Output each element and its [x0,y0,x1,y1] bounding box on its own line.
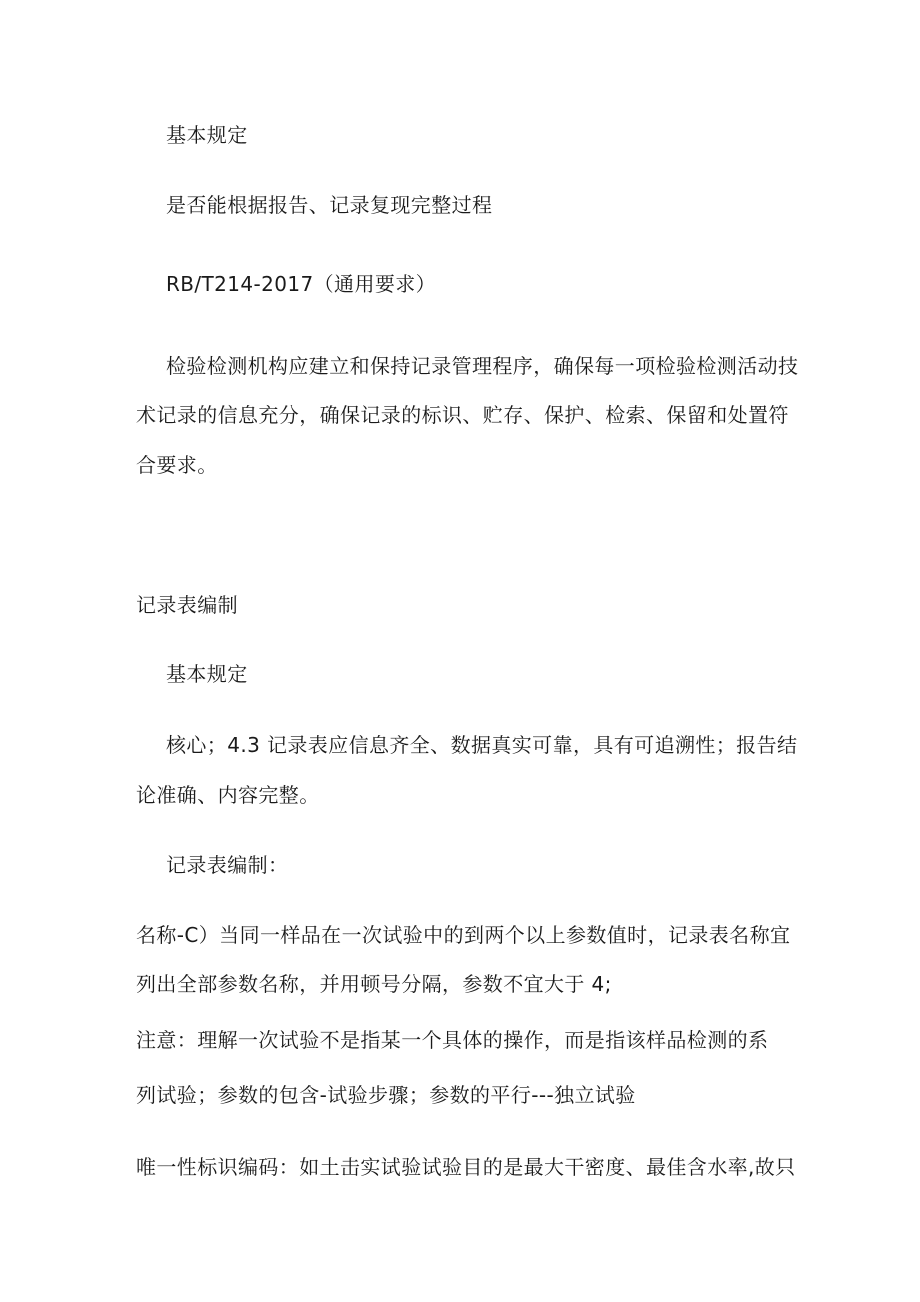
heading-basic-rules: 基本规定 [166,662,248,686]
paragraph-line: 记录表编制： [166,853,289,877]
paragraph-line: 检验检测机构应建立和保持记录管理程序，确保每一项检验检测活动技 [166,354,799,378]
paragraph-line: 列试验；参数的包含-试验步骤；参数的平行---独立试验 [136,1083,636,1107]
paragraph-line: 注意：理解一次试验不是指某一个具体的操作，而是指该样品检测的系 [136,1028,769,1052]
paragraph-line: 唯一性标识编码：如土击实试验试验目的是最大干密度、最佳含水率,故只 [136,1155,796,1179]
paragraph-line: 术记录的信息充分，确保记录的标识、贮存、保护、检索、保留和处置符 [136,403,789,427]
paragraph-line: 是否能根据报告、记录复现完整过程 [166,193,493,217]
section-heading-record-form: 记录表编制 [136,593,238,617]
heading-basic-rules: 基本规定 [166,123,248,147]
paragraph-line: 论准确、内容完整。 [136,783,320,807]
paragraph-line: RB/T214-2017（通用要求） [166,272,437,296]
paragraph-line: 核心；4.3 记录表应信息齐全、数据真实可靠，具有可追溯性；报告结 [166,733,798,757]
paragraph-line: 名称-C）当同一样品在一次试验中的到两个以上参数值时，记录表名称宜 [136,923,791,947]
paragraph-line: 合要求。 [136,453,218,477]
paragraph-line: 列出全部参数名称，并用顿号分隔，参数不宜大于 4; [136,972,612,996]
